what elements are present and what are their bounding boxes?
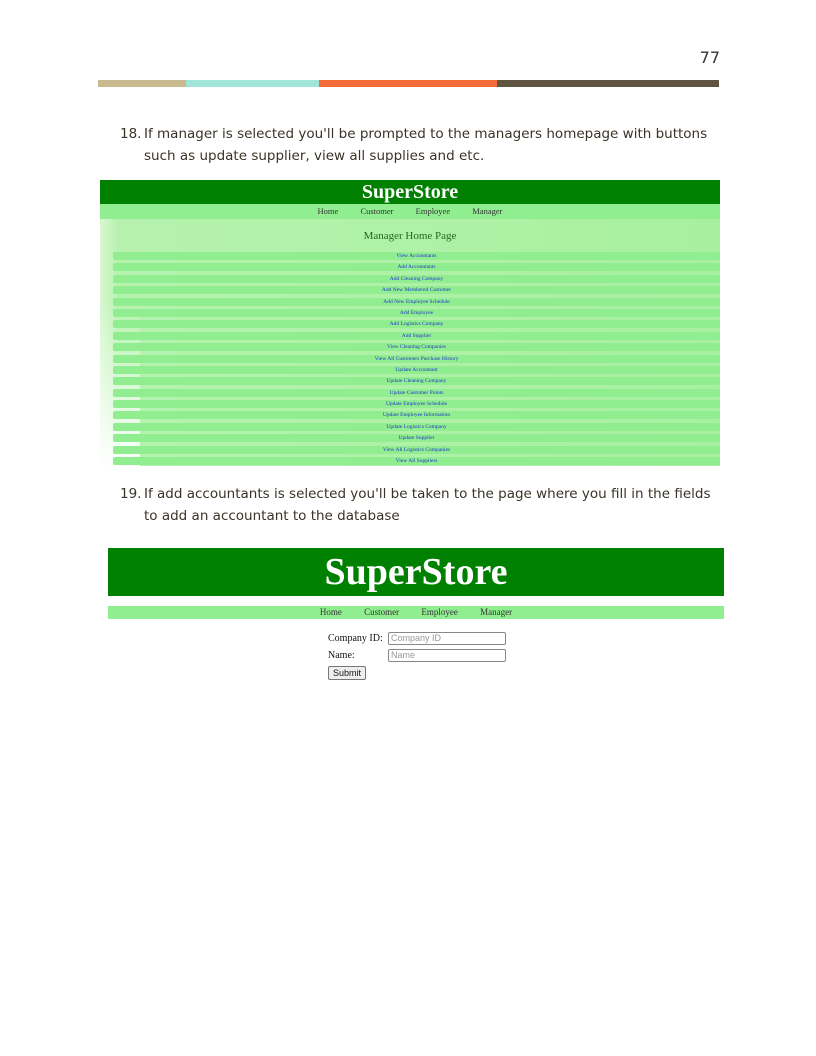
nav-manager[interactable]: Manager <box>480 607 513 617</box>
company-id-label: Company ID: <box>328 633 383 644</box>
nav-bar <box>100 204 720 219</box>
manager-menu-button[interactable]: Update Cleaning Company <box>113 377 720 385</box>
page-heading: Manager Home Page <box>363 230 457 242</box>
manager-menu-button[interactable]: Add Accountants <box>113 263 720 271</box>
nav-home[interactable]: Home <box>317 206 339 216</box>
color-bar-aqua <box>186 80 319 87</box>
manager-menu-button[interactable]: Update Employee Information <box>113 411 720 419</box>
manager-menu-button[interactable]: Add Employee <box>113 309 720 317</box>
step-19 <box>120 483 720 527</box>
manager-menu-button[interactable]: View Accountants <box>113 252 720 260</box>
manager-menu-button[interactable]: Update Logistics Company <box>113 423 720 431</box>
nav-bar <box>108 606 724 619</box>
color-bar-brown <box>497 80 719 87</box>
nav-employee[interactable]: Employee <box>421 607 458 617</box>
manager-menu-button[interactable]: Update Accountant <box>113 366 720 374</box>
name-label: Name: <box>328 650 355 661</box>
manager-menu-button[interactable]: Add Supplier <box>113 332 720 340</box>
name-input[interactable]: Name <box>388 649 506 662</box>
page-number: 77 <box>699 48 720 67</box>
company-id-input[interactable]: Company ID <box>388 632 506 645</box>
manager-menu-button[interactable]: Update Supplier <box>113 434 720 442</box>
brand-header: SuperStore <box>108 548 724 596</box>
add-accountant-screenshot <box>108 548 724 688</box>
manager-menu-button[interactable]: View Cleaning Companies <box>113 343 720 351</box>
manager-menu-button[interactable]: Add New Employee Schedule <box>113 298 720 306</box>
step-text: If manager is selected you'll be prompted to the managers homepage with buttons such as update supplier, view all supplies and etc. <box>144 126 708 164</box>
manager-menu-button[interactable]: View All Suppliers <box>113 457 720 465</box>
add-accountant-form <box>328 630 506 680</box>
submit-button[interactable]: Submit <box>328 666 366 680</box>
manager-button-list <box>100 252 720 465</box>
step-number: 19. <box>120 486 142 502</box>
color-bar-tan <box>98 80 186 87</box>
color-bar-orange <box>319 80 497 87</box>
manager-menu-button[interactable]: Update Customer Points <box>113 389 720 397</box>
nav-customer[interactable]: Customer <box>360 206 394 216</box>
nav-home[interactable]: Home <box>319 607 342 617</box>
nav-employee[interactable]: Employee <box>415 206 451 216</box>
step-18 <box>120 123 720 167</box>
manager-menu-button[interactable]: Add Cleaning Company <box>113 275 720 283</box>
nav-manager[interactable]: Manager <box>472 206 503 216</box>
step-number: 18. <box>120 126 142 142</box>
nav-customer[interactable]: Customer <box>364 607 400 617</box>
manager-home-screenshot <box>100 180 720 466</box>
step-text: If add accountants is selected you'll be taken to the page where you fill in the fields to add an accountant to the database <box>144 486 711 524</box>
manager-menu-button[interactable]: Add Logistics Company <box>113 320 720 328</box>
manager-menu-button[interactable]: Add New Membered Customer <box>113 286 720 294</box>
manager-menu-button[interactable]: Update Employee Schedule <box>113 400 720 408</box>
manager-menu-button[interactable]: View All Customers Purchase History <box>113 355 720 363</box>
brand-header: SuperStore <box>100 180 720 204</box>
manager-menu-button[interactable]: View All Logistics Companies <box>113 446 720 454</box>
